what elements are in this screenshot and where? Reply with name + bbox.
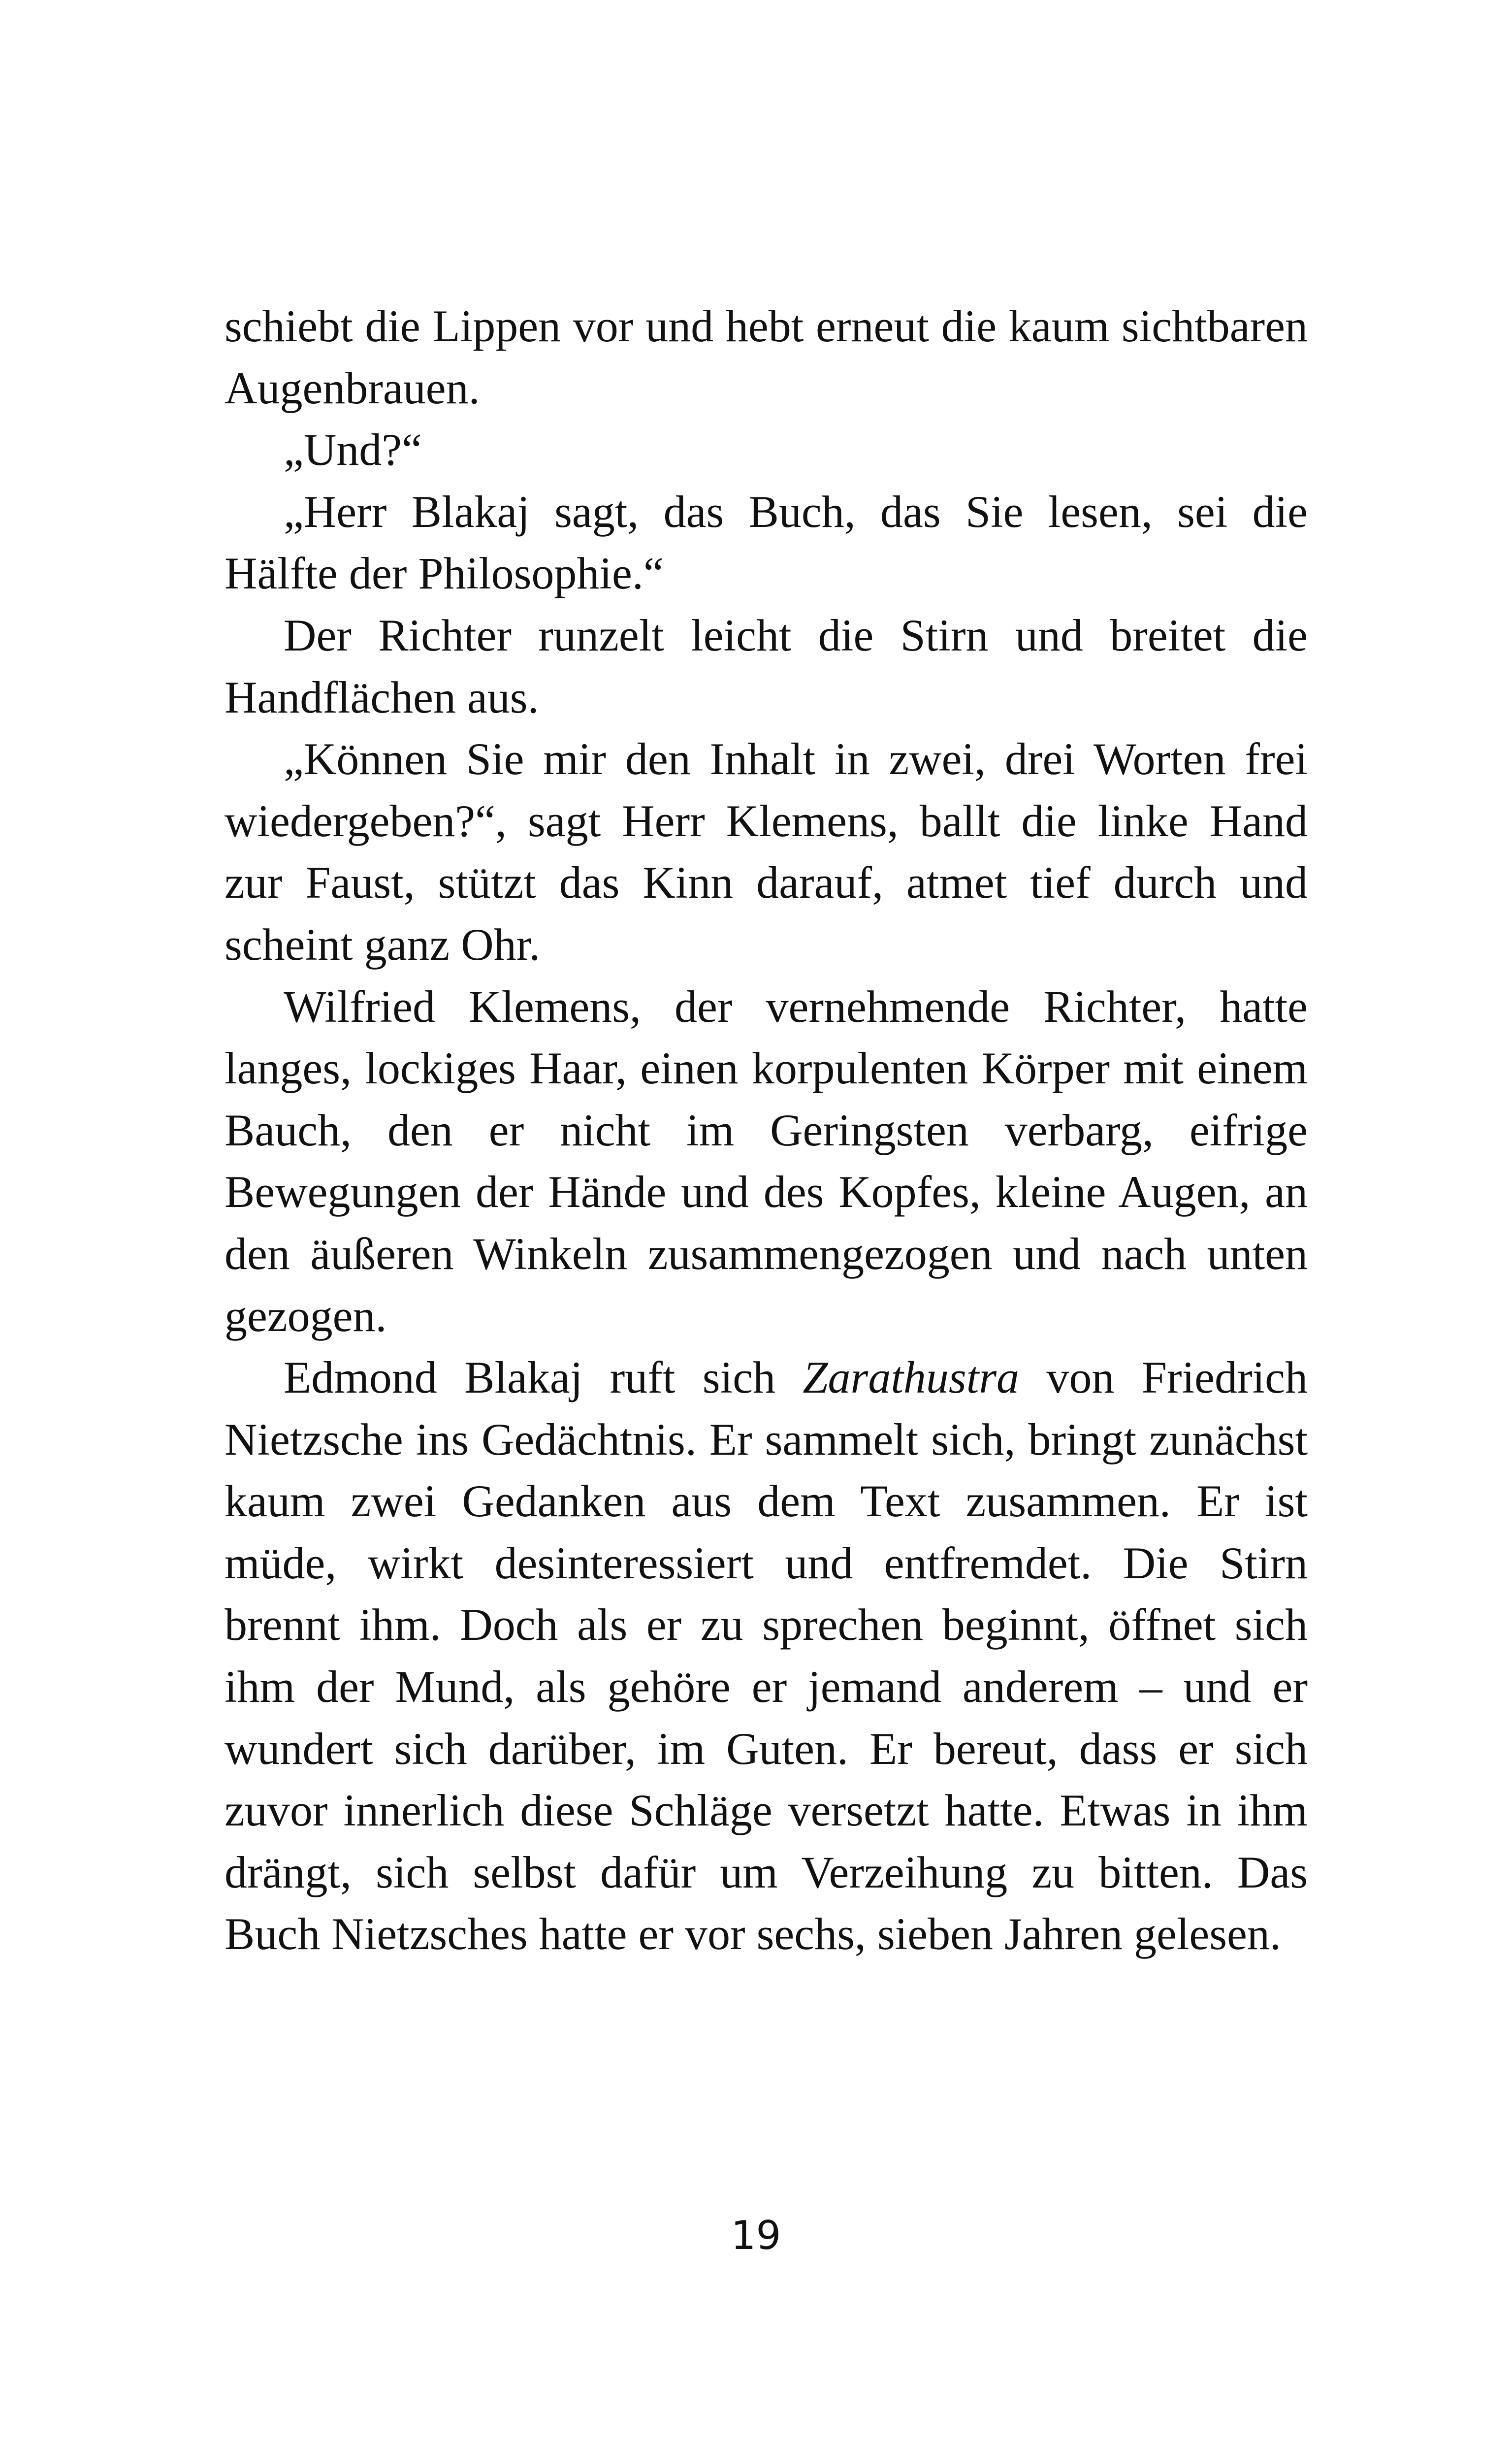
paragraph-wilfried-klemens: Wilfried Klemens, der vernehmende Richter, hatte langes, lockiges Haar, einen korpulenten Körper mit einem Bauch, den er nicht im Geringsten verbarg, eifrige Bewegungen der Hände und des Kopfes, kleine Augen, an den äußeren Winkeln zusammengezogen und nach unten gezogen.: [225, 981, 1308, 1341]
paragraph-dialogue-philosophie: „Herr Blakaj sagt, das Buch, das Sie lesen, sei die Hälfte der Philosophie.“: [225, 486, 1308, 599]
book-title-italic: Zarathustra: [803, 1352, 1020, 1403]
paragraph-richter-stirn: Der Richter runzelt leicht die Stirn und breitet die Handflächen aus.: [225, 610, 1308, 722]
page-number: 19: [731, 2213, 781, 2258]
paragraph-dialogue-und: „Und?“: [284, 424, 422, 475]
paragraph-edmond-blakaj: [225, 1347, 1308, 1965]
paragraph-text-rest: von Friedrich Nietzsche ins Gedächtnis. Er sammelt sich, bringt zunächst kaum zwei Gedanken aus dem Text zusammen. Er ist müde, wirkt desinteressiert und entfremdet. Die Stirn brennt ihm. Doch als er zu sprechen beginnt, öffnet sich ihm der Mund, als gehöre er jemand anderem – und er wundert sich darüber, im Guten. Er bereut, dass er sich zuvor innerlich diese Schläge versetzt hatte. Etwas in ihm drängt, sich selbst dafür um Verzeihung zu bitten. Das Buch Nietzsches hatte er vor sechs, sieben Jahren gelesen.: [225, 1352, 1308, 1959]
page-body-text: [225, 295, 1308, 1965]
paragraph-text-start: Edmond Blakaj ruft sich: [284, 1352, 803, 1403]
paragraph-continuation: schiebt die Lippen vor und hebt erneut die kaum sichtbaren Augenbrauen.: [225, 301, 1308, 413]
paragraph-dialogue-inhalt: „Können Sie mir den Inhalt in zwei, drei Worten frei wiedergeben?“, sagt Herr Klemens, ballt die linke Hand zur Faust, stützt das Kinn darauf, atmet tief durch und scheint ganz Ohr.: [225, 734, 1308, 970]
